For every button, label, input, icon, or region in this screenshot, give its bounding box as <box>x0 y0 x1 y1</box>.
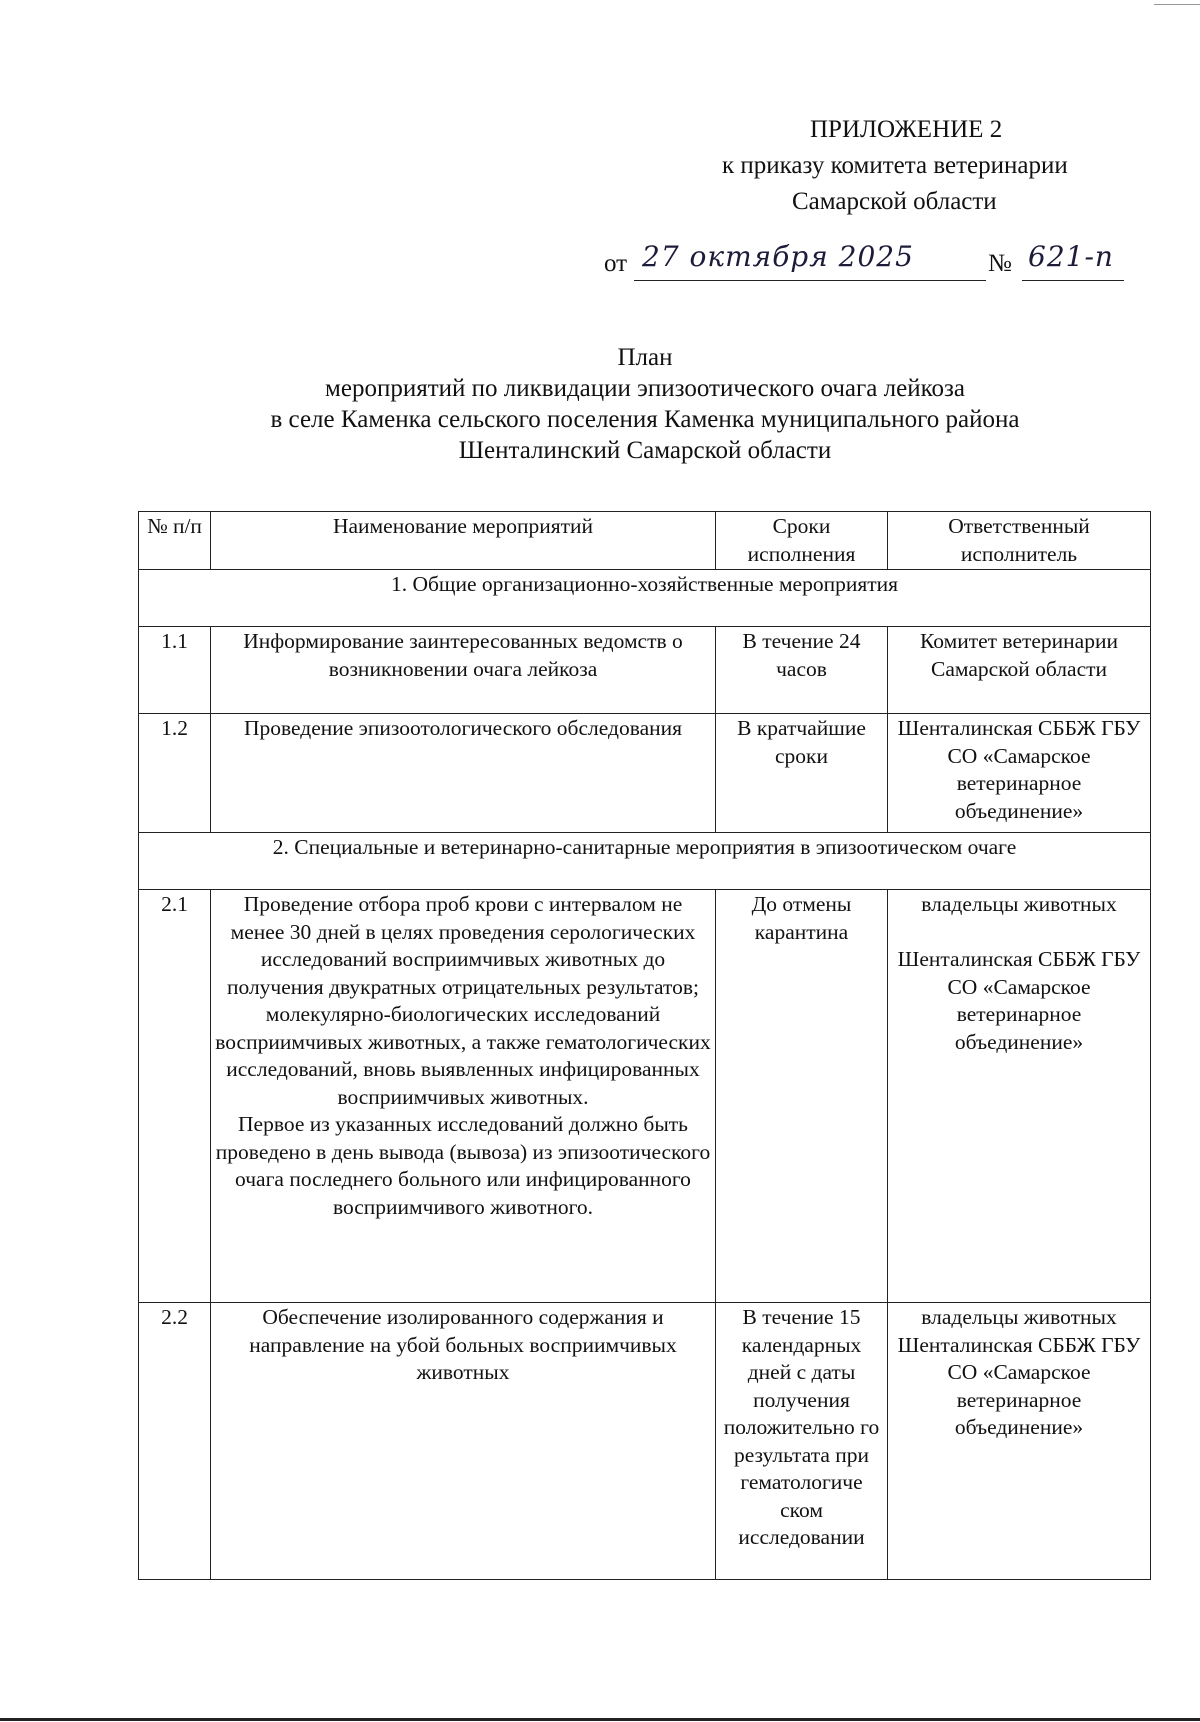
appendix-title: ПРИЛОЖЕНИЕ 2 <box>810 116 1003 143</box>
section-row <box>139 833 1151 890</box>
order-date-field <box>634 238 986 281</box>
table-row <box>139 627 1151 714</box>
section-row <box>139 570 1151 627</box>
row-number: 1.1 <box>139 627 211 714</box>
row-measure: Проведение эпизоотологического обследования <box>211 714 716 833</box>
table-row <box>139 890 1151 1303</box>
section-title: 2. Специальные и ветеринарно-санитарные мероприятия в эпизоотическом очаге <box>139 833 1151 890</box>
order-date-number <box>604 238 1144 284</box>
row-term: До отмены карантина <box>716 890 888 1303</box>
row-term: В течение 24 часов <box>716 627 888 714</box>
row-responsible-text: владельцы животных <box>921 892 1117 916</box>
plan-title <box>120 342 1170 466</box>
table-row <box>139 1303 1151 1580</box>
row-measure <box>211 890 716 1303</box>
row-term: В кратчайшие сроки <box>716 714 888 833</box>
row-measure: Обеспечение изолированного содержания и направление на убой больных восприимчивых животных <box>211 1303 716 1580</box>
row-number: 1.2 <box>139 714 211 833</box>
row-responsible-text-part2: Шенталинская СББЖ ГБУ СО «Самарское ветеринарное объединение» <box>897 947 1141 1054</box>
measures-table <box>138 511 1151 1580</box>
plan-title-line: мероприятий по ликвидации эпизоотического очага лейкоза <box>325 375 965 402</box>
cell-spacer <box>892 919 1146 947</box>
appendix-order-ref: к приказу комитета ветеринарии <box>722 152 1068 179</box>
order-number-field <box>1022 238 1124 281</box>
header-measure: Наименование мероприятий <box>211 512 716 570</box>
table-row <box>139 714 1151 833</box>
order-from-label: от <box>604 250 628 277</box>
plan-title-line: План <box>617 344 673 371</box>
scan-bottom-edge <box>0 1718 1200 1721</box>
row-responsible: владельцы животных Шенталинская СББЖ ГБУ СО «Самарское ветеринарное объединение» <box>888 1303 1151 1580</box>
row-responsible: Шенталинская СББЖ ГБУ СО «Самарское ветеринарное объединение» <box>888 714 1151 833</box>
row-number: 2.2 <box>139 1303 211 1580</box>
row-responsible: Комитет ветеринарии Самарской области <box>888 627 1151 714</box>
plan-title-line: Шенталинский Самарской области <box>458 437 832 464</box>
row-measure-text: Проведение отбора проб крови с интервалом не менее 30 дней в целях проведения серологических исследований восприимчивых животных до получения двукратных отрицательных результатов; молекулярно-биологических исследований восприимчивых животных, а также гематологических исследований, вновь выявленных инфицированных восприимчивых животных. <box>215 892 711 1109</box>
scan-corner-mark <box>1154 0 1200 5</box>
header-term: Сроки исполнения <box>716 512 888 570</box>
row-measure: Информирование заинтересованных ведомств о возникновении очага лейкоза <box>211 627 716 714</box>
section-title: 1. Общие организационно-хозяйственные мероприятия <box>139 570 1151 627</box>
row-number: 2.1 <box>139 890 211 1303</box>
appendix-region: Самарской области <box>792 188 997 215</box>
plan-title-line: в селе Каменка сельского поселения Каменка муниципального района <box>270 406 1020 433</box>
header-responsible: Ответственный исполнитель <box>888 512 1151 570</box>
table-header-row <box>139 512 1151 570</box>
header-number: № п/п <box>139 512 211 570</box>
order-number-label: № <box>988 250 1012 277</box>
order-date-handwritten: 27 октября 2025 <box>642 240 914 273</box>
row-term: В течение 15 календарных дней с даты получения положительно го результата при гематологиче ском исследовании <box>716 1303 888 1580</box>
row-responsible <box>888 890 1151 1303</box>
order-number-handwritten: 621-п <box>1028 240 1114 273</box>
row-measure-text-part2: Первое из указанных исследований должно быть проведено в день вывода (вывоза) из эпизоотического очага последнего больного или инфицированного восприимчивого животного. <box>215 1112 711 1219</box>
